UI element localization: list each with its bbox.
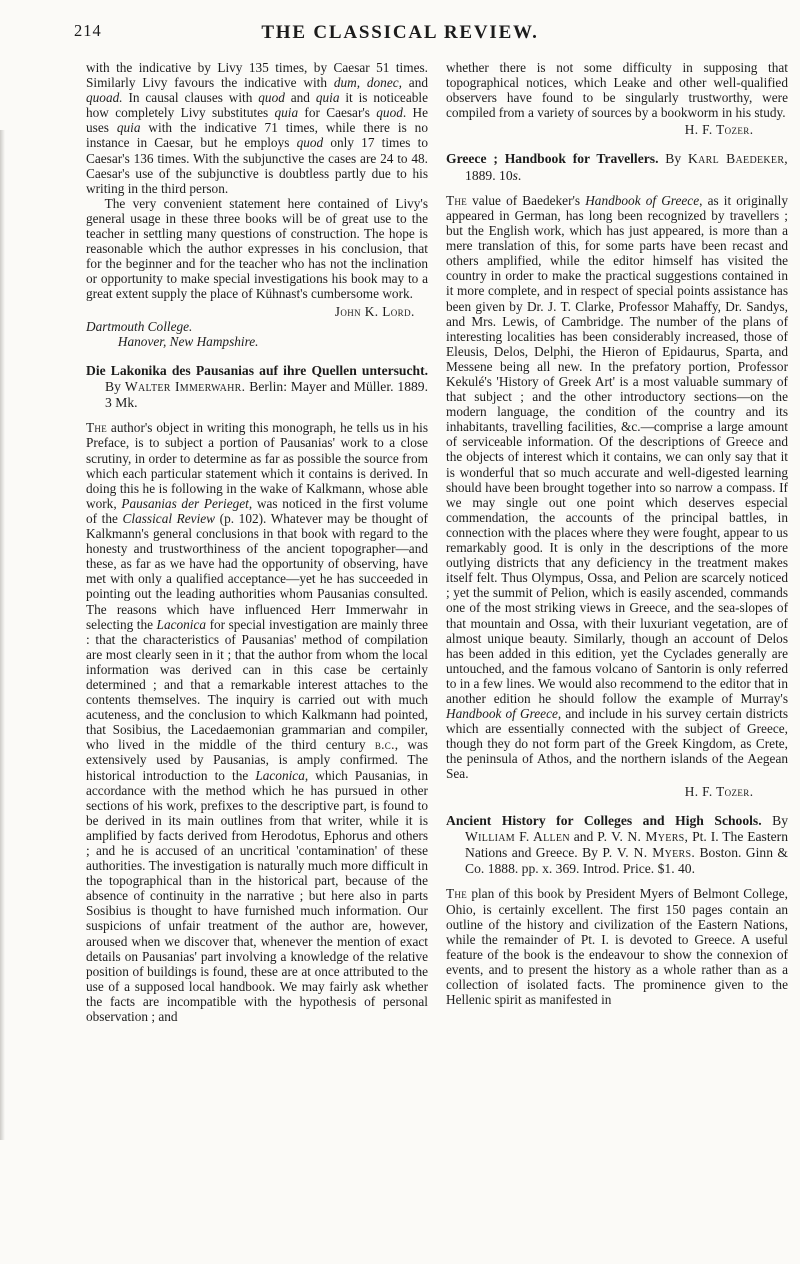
two-column-layout	[0, 48, 800, 1024]
article-paragraph: The very convenient statement here contained of Livy's general usage in these three books will be of great use to the teacher in settling many questions of construction. The hope is reasonable which the author expresses in his conclusion, that for the beginner and for the teacher who has not the inclination or opportunity to make special investigations his book may to a great extent supply the place of Kühnast's cumbersome work.	[86, 195, 428, 302]
signature-john-k-lord: John K. Lord.	[334, 303, 415, 319]
review-heading-baedeker: Greece ; Handbook for Travellers. By Karl Baedeker, 1889. 10s.	[446, 151, 788, 183]
review-heading-allen-myers: Ancient History for Colleges and High Schools. By William F. Allen and P. V. N. Myers, Pt. I. The Eastern Nations and Greece. By P. V. N. Myers. Boston. Ginn & Co. 1888. pp. x. 369. Introd. Price. $1. 40.	[446, 812, 789, 877]
review-body-baedeker: The value of Baedeker's Handbook of Greece, as it originally appeared in German, has long been recognized by travellers ; but the English work, which has just appeared, is more than a mere translation of this, for some parts have been recast and others amplified, while the editor himself has visited the country in order to make the practical suggestions contained in it more complete, and in respect of special points assistance has been given by Dr. J. T. Clarke, Professor Mahaffy, Dr. Sandys, and Mrs. Lewis, of Cambridge. The number of the plans of interesting localities has been considerably increased, those of Eleusis, Delos, Delphi, the Hieron of Epidaurus, Sparta, and Messene being all new. In the prefatory portion, Professor Kekulé's 'History of Greek Art' is a most valuable summary of that subject ; and the other introductory sections—on the modern language, the condition of the country and its inhabitants, travelling facilities, &c.—comprise a large amount of serviceable information. Of the descriptions of Greece and the objects of interest which it contains, we can only say that it is wonderful that so much accurate and well-digested learning should have been brought together into so narrow a compass. If we may single out one point which deserves especial commendation, the accounts of the principal battles, in connection with the places where they were fought, appear to us remarkably good. It is only in the descriptions of the more outlying districts that any deficiency in the treatment makes itself felt. Thus Olympus, Ossa, and Pelion are scarcely noticed ; yet the summit of Pelion, which is easily ascended, commands one of the most striking views in Greece, and the sea-slopes of that mountain and Ossa, with their luxuriant vegetation, are of almost unique beauty. Similarly, though an account of Delos has been added in this edition, yet the Cyclades generally are untouched, and the famous volcano of Santorin is only referred to in a few lines. We would also recommend to the editor that in another edition he should follow the example of Murray's Handbook of Greece, and include in his survey certain districts which are essentially connected with the subject of Greece, though they do not form part of the Greek Kingdom, as Crete, the peninsula of Athos, and the northern islands of the Aegean Sea.	[446, 192, 789, 782]
page-header	[0, 0, 800, 48]
right-column	[446, 60, 788, 1024]
affiliation-city: Hanover, New Hampshire.	[117, 333, 259, 349]
signature-tozer-first: H. F. Tozer.	[684, 122, 754, 138]
affiliation-college: Dartmouth College.	[86, 318, 193, 334]
review-heading-immerwahr: Die Lakonika des Pausanias auf ihre Quellen untersucht. By Walter Immerwahr. Berlin: Mayer and Müller. 1889. 3 Mk.	[86, 362, 428, 411]
article-continuation-paragraph: with the indicative by Livy 135 times, by Caesar 51 times. Similarly Livy favours the indicative with dum, donec, and quoad. In causal clauses with quod and quia it is noticeable how completely Livy substitutes quia for Caesar's quod. He uses quia with the indicative 71 times, while there is no instance in Caesar, but he employs quod only 17 times to Caesar's 136 times. With the subjunctive the cases are 24 to 48. Caesar's use of the subjunctive is doubtless partly due to his writing in the third person.	[86, 60, 428, 196]
review-body-immerwahr: The author's object in writing this monograph, he tells us in his Preface, is to subject a portion of Pausanias' work to a close scrutiny, in order to determine as far as possible the source from which each particular statement which it contains is derived. In doing this he is following in the wake of Kalkmann, whose able work, Pausanias der Perieget, was noticed in the first volume of the Classical Review (p. 102). Whatever may be thought of Kalkmann's general conclusions in that book with regard to the honesty and trustworthiness of the ancient topographer—and these, as far as we have had the opportunity of observing, have met with only a qualified acceptance—yet he has succeeded in pointing out the leading authorities whom Pausanias consulted. The reasons which have influenced Herr Immerwahr in selecting the Laconica for special investigation are mainly three : that the characteristics of Pausanias' method of compilation are most clearly seen in it ; that the author from whom the local information was derived can in this case be certainly determined ; and that a remarkable interest attaches to the contents themselves. The inquiry is carried out with much acuteness, and the conclusion to which Kalkmann had pointed, that Sosibius, the Lacedaemonian grammarian and compiler, who lived in the middle of the third century b.c., was extensively used by Pausanias, is amply confirmed. The historical introduction to the Laconica, which Pausanias, in accordance with the method which he has pursued in other sections of his work, prefixes to the descriptive part, is found to be derived in its main outlines from that writer, while it is amplified by facts derived from Herodotus, Ephorus and others ; and he is accused of an uncritical 'contamination' of these authorities. The investigation is naturally much more difficult in the topographical than in the historical part, because of the absence of continuity in the narrative ; but here also in parts Sosibius is thought to have furnished much information. Our suspicions of unfair treatment of the author are, however, aroused when we discover that, whenever the mention of exact details on Pausanias' part involving a knowledge of the relative position of buildings is found, these are at once attributed to the use of a supposed local handbook. We may fairly ask whether the facts are incompatible with the hypothesis of personal observation ; and	[86, 420, 429, 1025]
signature-tozer-second: H. F. Tozer.	[684, 783, 754, 799]
review-body-allen-myers: The plan of this book by President Myers of Belmont College, Ohio, is certainly excellent. The first 150 pages contain an outline of the history and civilization of the Eastern Nations, while the remainder of Pt. I. is devoted to Greece. A useful feature of the book is the endeavour to show the connexion of events, and to present the history as a whole rather than as a collection of isolated facts. The prominence given to the Hellenic spirit as manifested in	[446, 886, 788, 1008]
review-continuation-paragraph: whether there is not some difficulty in supposing that topographical notices, which Leake and other well-qualified observers have found to be singularly trustworthy, were compiled from a variety of sources by a bookworm in his study.	[446, 60, 788, 121]
left-column	[86, 60, 428, 1024]
journal-title: THE CLASSICAL REVIEW.	[261, 22, 539, 43]
scan-gutter-shadow	[0, 130, 5, 1140]
page-number: 214	[74, 21, 102, 40]
